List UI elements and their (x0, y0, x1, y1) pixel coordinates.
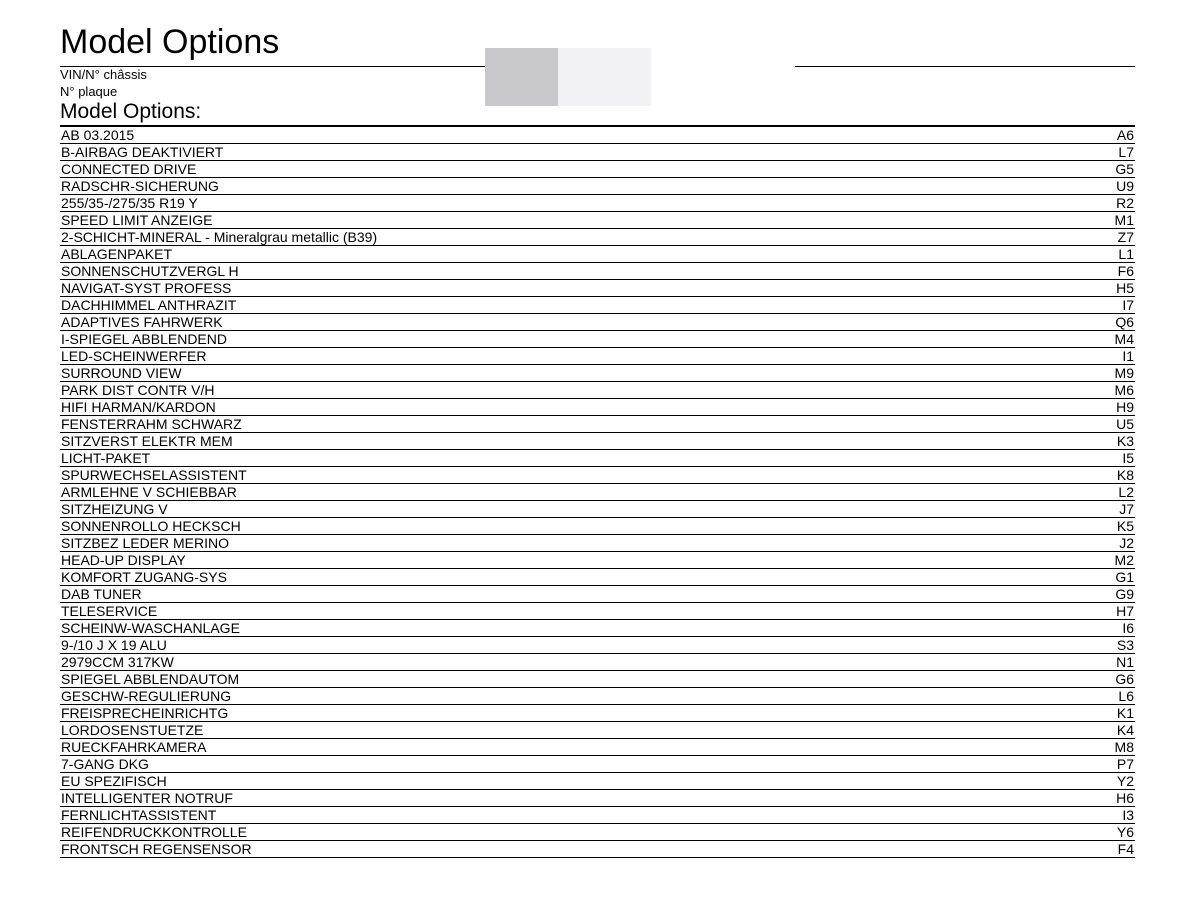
option-code: Q6 (1115, 314, 1134, 330)
option-row (60, 739, 1135, 756)
option-code: L1 (1118, 246, 1134, 262)
option-code: K1 (1116, 705, 1134, 721)
option-row (60, 586, 1135, 603)
option-row (60, 620, 1135, 637)
option-row (60, 773, 1135, 790)
option-row (60, 331, 1135, 348)
option-name: REIFENDRUCKKONTROLLE (61, 824, 247, 840)
option-name: SCHEINW-WASCHANLAGE (61, 620, 240, 636)
option-row (60, 569, 1135, 586)
option-row (60, 399, 1135, 416)
option-code: Y6 (1116, 824, 1134, 840)
option-row (60, 246, 1135, 263)
option-name: 9-/10 J X 19 ALU (61, 637, 167, 653)
option-name: ARMLEHNE V SCHIEBBAR (61, 484, 237, 500)
option-code: I7 (1122, 297, 1134, 313)
option-code: M2 (1114, 552, 1134, 568)
option-code: K3 (1116, 433, 1134, 449)
option-code: S3 (1116, 637, 1134, 653)
option-name: SPURWECHSELASSISTENT (61, 467, 247, 483)
option-name: SONNENSCHUTZVERGL H (61, 263, 239, 279)
option-row (60, 501, 1135, 518)
option-row (60, 127, 1135, 144)
option-row (60, 790, 1135, 807)
option-row (60, 195, 1135, 212)
option-row (60, 637, 1135, 654)
option-name: 7-GANG DKG (61, 756, 149, 772)
option-row (60, 348, 1135, 365)
option-name: FREISPRECHEINRICHTG (61, 705, 229, 721)
option-row (60, 824, 1135, 841)
option-row (60, 518, 1135, 535)
option-name: FERNLICHTASSISTENT (61, 807, 217, 823)
option-name: LICHT-PAKET (61, 450, 151, 466)
option-name: PARK DIST CONTR V/H (61, 382, 215, 398)
option-name: SURROUND VIEW (61, 365, 182, 381)
option-code: N1 (1116, 654, 1134, 670)
option-code: L6 (1118, 688, 1134, 704)
page-title: Model Options (60, 23, 280, 61)
option-code: U9 (1116, 178, 1134, 194)
option-row (60, 433, 1135, 450)
option-code: K4 (1116, 722, 1134, 738)
option-name: DAB TUNER (61, 586, 142, 602)
option-code: I3 (1122, 807, 1134, 823)
option-name: 2979CCM 317KW (61, 654, 174, 670)
title-divider-right (795, 66, 1135, 67)
option-code: I1 (1122, 348, 1134, 364)
option-row (60, 603, 1135, 620)
option-code: J7 (1119, 501, 1134, 517)
option-name: DACHHIMMEL ANTHRAZIT (61, 297, 237, 313)
option-name: B-AIRBAG DEAKTIVIERT (61, 144, 224, 160)
option-code: H9 (1116, 399, 1134, 415)
option-name: CONNECTED DRIVE (61, 161, 197, 177)
option-row (60, 807, 1135, 824)
option-name: SPIEGEL ABBLENDAUTOM (61, 671, 240, 687)
option-name: ADAPTIVES FAHRWERK (61, 314, 223, 330)
plate-label: N° plaque (60, 84, 118, 99)
option-code: F6 (1117, 263, 1134, 279)
option-name: RADSCHR-SICHERUNG (61, 178, 219, 194)
redaction-dark (485, 48, 558, 106)
vin-label: VIN/N° châssis (60, 67, 147, 82)
option-code: H6 (1116, 790, 1134, 806)
option-name: GESCHW-REGULIERUNG (61, 688, 232, 704)
option-code: F4 (1117, 841, 1134, 857)
option-code: K5 (1116, 518, 1134, 534)
option-row (60, 161, 1135, 178)
option-name: HEAD-UP DISPLAY (61, 552, 186, 568)
option-code: M8 (1114, 739, 1134, 755)
option-row (60, 688, 1135, 705)
option-row (60, 416, 1135, 433)
option-code: U5 (1116, 416, 1134, 432)
option-code: L2 (1118, 484, 1134, 500)
option-code: G9 (1115, 586, 1134, 602)
option-row (60, 314, 1135, 331)
option-row (60, 654, 1135, 671)
option-name: LORDOSENSTUETZE (61, 722, 204, 738)
option-code: L7 (1118, 144, 1134, 160)
option-row (60, 229, 1135, 246)
option-code: J2 (1119, 535, 1134, 551)
option-row (60, 841, 1135, 858)
option-name: INTELLIGENTER NOTRUF (61, 790, 233, 806)
option-row (60, 705, 1135, 722)
options-list (60, 127, 1135, 858)
option-row (60, 365, 1135, 382)
option-code: P7 (1116, 756, 1134, 772)
option-name: FENSTERRAHM SCHWARZ (61, 416, 242, 432)
option-row (60, 671, 1135, 688)
option-name: NAVIGAT-SYST PROFESS (61, 280, 232, 296)
option-code: G1 (1115, 569, 1134, 585)
option-row (60, 297, 1135, 314)
option-name: 255/35-/275/35 R19 Y (61, 195, 198, 211)
option-row (60, 552, 1135, 569)
option-row (60, 756, 1135, 773)
option-code: G5 (1115, 161, 1134, 177)
section-heading: Model Options: (60, 100, 202, 123)
option-name: I-SPIEGEL ABBLENDEND (61, 331, 227, 347)
option-code: H5 (1116, 280, 1134, 296)
option-code: M6 (1114, 382, 1134, 398)
option-code: M1 (1114, 212, 1134, 228)
option-code: G6 (1115, 671, 1134, 687)
option-code: Y2 (1116, 773, 1134, 789)
option-row (60, 382, 1135, 399)
option-code: A6 (1116, 127, 1134, 143)
option-name: HIFI HARMAN/KARDON (61, 399, 216, 415)
option-code: Z7 (1117, 229, 1134, 245)
option-code: M9 (1114, 365, 1134, 381)
option-code: K8 (1116, 467, 1134, 483)
option-code: H7 (1116, 603, 1134, 619)
option-name: AB 03.2015 (61, 127, 135, 143)
option-row (60, 484, 1135, 501)
option-code: M4 (1114, 331, 1134, 347)
option-name: SONNENROLLO HECKSCH (61, 518, 241, 534)
option-name: TELESERVICE (61, 603, 158, 619)
option-code: I6 (1122, 620, 1134, 636)
option-row (60, 467, 1135, 484)
option-row (60, 535, 1135, 552)
option-name: 2-SCHICHT-MINERAL - Mineralgrau metallic (B39) (61, 229, 378, 245)
option-name: LED-SCHEINWERFER (61, 348, 207, 364)
option-row (60, 178, 1135, 195)
option-row (60, 450, 1135, 467)
option-row (60, 144, 1135, 161)
redaction-light (558, 48, 651, 106)
option-row (60, 280, 1135, 297)
option-row (60, 722, 1135, 739)
option-name: EU SPEZIFISCH (61, 773, 167, 789)
option-row (60, 212, 1135, 229)
redacted-vin-block (485, 48, 651, 106)
option-name: SITZHEIZUNG V (61, 501, 168, 517)
option-name: SITZBEZ LEDER MERINO (61, 535, 230, 551)
option-code: R2 (1116, 195, 1134, 211)
option-name: FRONTSCH REGENSENSOR (61, 841, 252, 857)
option-name: RUECKFAHRKAMERA (61, 739, 207, 755)
option-code: I5 (1122, 450, 1134, 466)
option-name: SITZVERST ELEKTR MEM (61, 433, 233, 449)
option-name: KOMFORT ZUGANG-SYS (61, 569, 227, 585)
option-name: SPEED LIMIT ANZEIGE (61, 212, 213, 228)
option-name: ABLAGENPAKET (61, 246, 173, 262)
option-row (60, 263, 1135, 280)
